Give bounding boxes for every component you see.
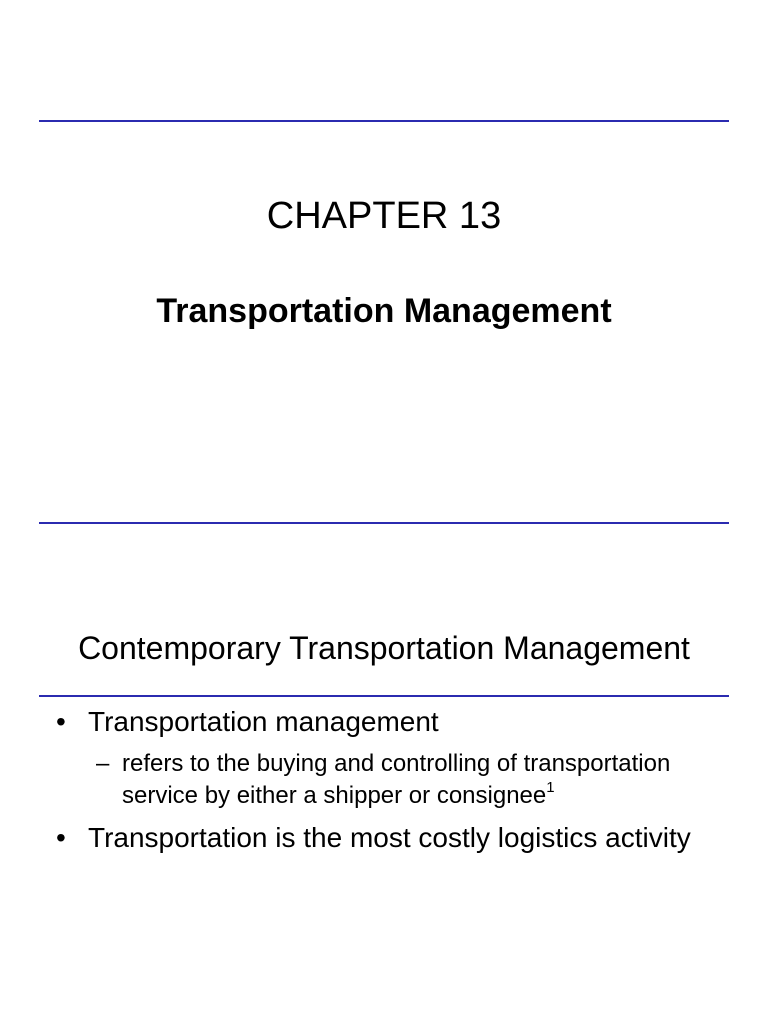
bullet-item	[56, 704, 746, 812]
bullet-item	[56, 820, 746, 856]
slide-heading: Contemporary Transportation Management	[78, 630, 690, 666]
dash-icon: –	[96, 750, 110, 777]
sub-bullet-text: refers to the buying and controlling of transportation service by either a shipper or consignee	[122, 750, 671, 809]
sub-bullet-list	[88, 748, 746, 812]
sub-bullet-item	[88, 748, 682, 812]
bullet-list	[56, 704, 746, 856]
slide-separator-rule	[39, 522, 729, 524]
heading-underline-rule	[39, 695, 729, 697]
bullet-text: Transportation is the most costly logistics activity	[88, 822, 691, 853]
bullet-icon: •	[56, 822, 66, 853]
bullet-text: Transportation management	[88, 706, 439, 737]
chapter-number: CHAPTER 13	[266, 195, 502, 237]
bullet-icon: •	[56, 706, 66, 737]
chapter-title: Transportation Management	[156, 292, 612, 330]
footnote-marker: 1	[546, 779, 555, 796]
top-divider-rule	[39, 120, 729, 122]
